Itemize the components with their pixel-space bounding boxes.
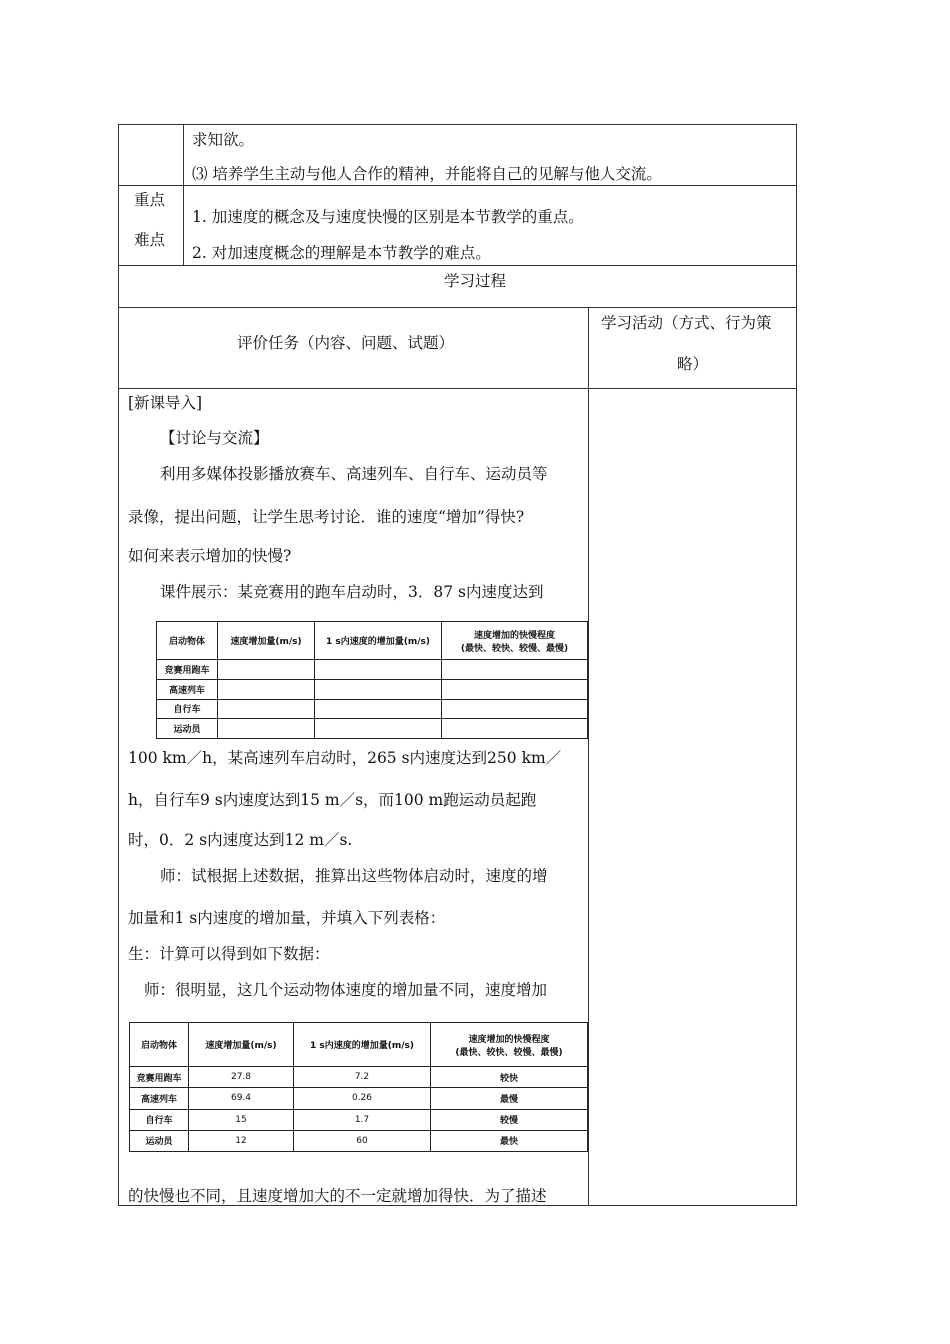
section-heading: 【讨论与交流】 (160, 429, 269, 447)
row-divider (118, 388, 797, 389)
paragraph: 生：计算可以得到如下数据： (128, 945, 330, 963)
goal-text-line: 求知欲。 (192, 131, 255, 149)
row-divider (118, 265, 797, 266)
column-header-activity: 学习活动（方式、行为策 (601, 314, 772, 332)
row-divider (118, 307, 797, 308)
table-header: 速度增加量(m/s) (189, 1023, 294, 1067)
process-title: 学习过程 (443, 272, 506, 290)
paragraph: 100 km／h，某高速列车启动时，265 s内速度达到250 km／ (128, 749, 562, 767)
table-cell: 69.4 (189, 1088, 294, 1109)
table-row (130, 1109, 588, 1130)
table-cell: 竞赛用跑车 (130, 1067, 189, 1088)
filled-data-table (129, 1022, 588, 1152)
table-row (130, 1130, 588, 1151)
column-header-activity-cont: 略） (677, 355, 709, 373)
paragraph: 时，0．2 s内速度达到12 m／s. (128, 831, 353, 849)
paragraph: [新课导入] (128, 394, 203, 412)
column-header-evaluation: 评价任务（内容、问题、试题） (237, 334, 455, 352)
table-header: 启动物体 (130, 1023, 189, 1067)
table-cell: 最慢 (431, 1088, 588, 1109)
table-header: 速度增加的快慢程度 (最快、较快、较慢、最慢) (431, 1023, 588, 1067)
table-row-label: 高速列车 (157, 679, 218, 699)
table-header: 启动物体 (157, 622, 218, 660)
paragraph: 师：试根据上述数据，推算出这些物体启动时，速度的增 (160, 867, 548, 885)
paragraph: 的快慢也不同，且速度增加大的不一定就增加得快．为了描述 (128, 1187, 547, 1205)
paragraph: 师：很明显，这几个运动物体速度的增加量不同，速度增加 (144, 981, 548, 999)
table-cell: 7.2 (294, 1067, 431, 1088)
table-row (130, 1088, 588, 1109)
row-divider (118, 185, 797, 186)
table-cell: 自行车 (130, 1109, 189, 1130)
key-point-item: 2. 对加速度概念的理解是本节教学的难点。 (192, 244, 491, 262)
table-header: 速度增加量(m/s) (218, 622, 315, 660)
difficulty-label: 难点 (134, 231, 166, 249)
paragraph: h，自行车9 s内速度达到15 m／s，而100 m跑运动员起跑 (128, 791, 537, 809)
blank-data-table (156, 621, 588, 739)
table-header: 速度增加的快慢程度 (最快、较快、较慢、最慢) (442, 622, 588, 660)
table-row-label: 竞赛用跑车 (157, 660, 218, 680)
table-cell: 60 (294, 1130, 431, 1151)
table-cell: 15 (189, 1109, 294, 1130)
paragraph: 录像，提出问题，让学生思考讨论．谁的速度“增加”得快? (128, 508, 525, 526)
table-cell: 1.7 (294, 1109, 431, 1130)
table-row-label: 运动员 (157, 719, 218, 739)
key-points-label: 重点 (134, 191, 166, 209)
table-cell: 最快 (431, 1130, 588, 1151)
column-divider (183, 124, 184, 265)
column-divider (588, 307, 589, 1206)
table-cell: 较慢 (431, 1109, 588, 1130)
goal-text-line: ⑶ 培养学生主动与他人合作的精神，并能将自己的见解与他人交流。 (192, 165, 662, 183)
table-row-label: 自行车 (157, 699, 218, 719)
table-cell: 0.26 (294, 1088, 431, 1109)
table-cell: 较快 (431, 1067, 588, 1088)
table-cell: 12 (189, 1130, 294, 1151)
table-header: 1 s内速度的增加量(m/s) (294, 1023, 431, 1067)
paragraph: 加量和1 s内速度的增加量，并填入下列表格： (128, 909, 446, 927)
paragraph: 如何来表示增加的快慢? (128, 547, 292, 565)
table-cell: 运动员 (130, 1130, 189, 1151)
table-cell: 高速列车 (130, 1088, 189, 1109)
key-point-item: 1. 加速度的概念及与速度快慢的区别是本节教学的重点。 (192, 208, 584, 226)
table-cell: 27.8 (189, 1067, 294, 1088)
table-row (130, 1067, 588, 1088)
paragraph: 课件展示：某竞赛用的跑车启动时，3．87 s内速度达到 (160, 583, 544, 601)
table-header: 1 s内速度的增加量(m/s) (315, 622, 442, 660)
paragraph: 利用多媒体投影播放赛车、高速列车、自行车、运动员等 (160, 465, 548, 483)
